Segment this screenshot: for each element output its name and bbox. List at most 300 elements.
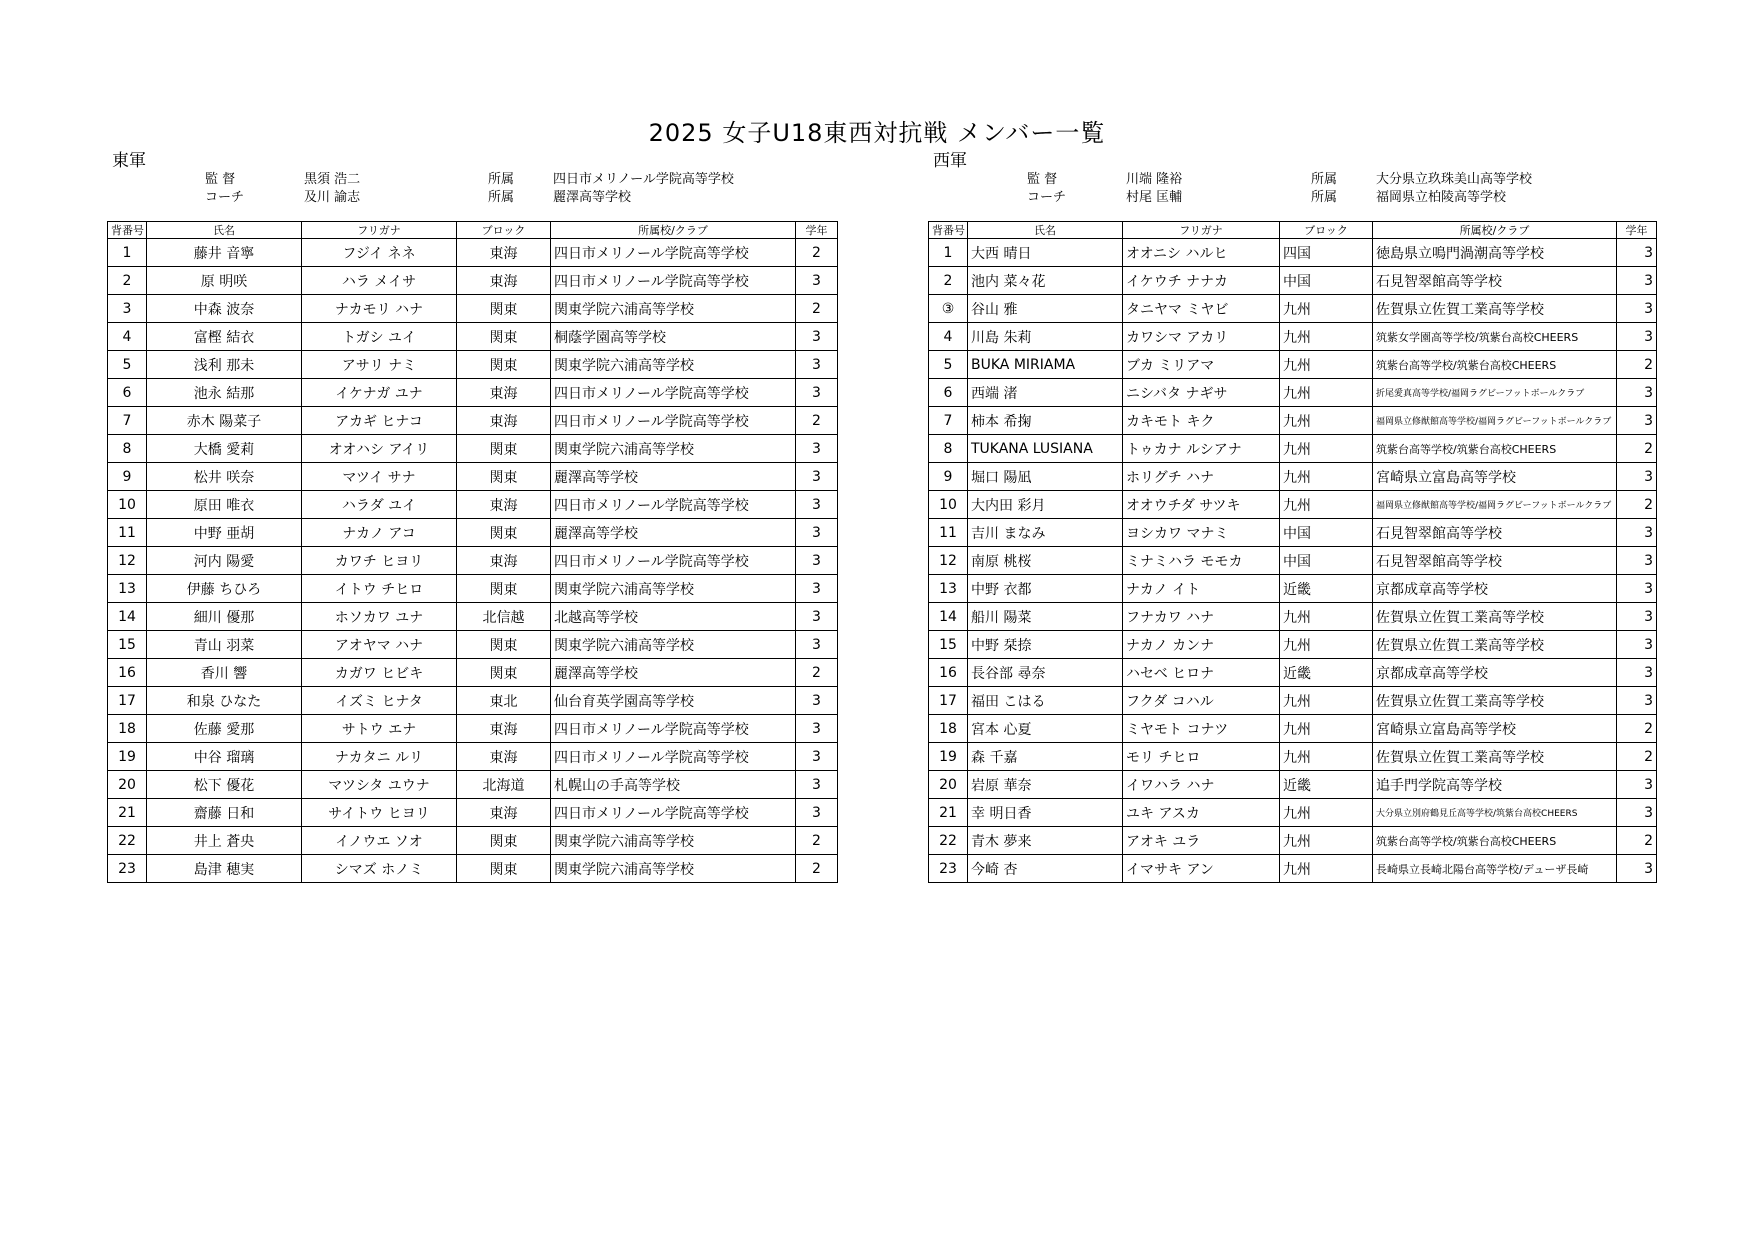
header-grade: 学年 (796, 222, 838, 239)
cell-number: 1 (108, 239, 147, 267)
header-name: 氏名 (968, 222, 1123, 239)
cell-name: 藤井 音寧 (147, 239, 302, 267)
table-row (108, 491, 838, 519)
east-coach-aff-label: 所属 (488, 190, 515, 205)
table-row (108, 827, 838, 855)
cell-name: 赤木 陽菜子 (147, 407, 302, 435)
cell-school: 京都成章高等学校 (1373, 575, 1617, 603)
cell-school: 佐賀県立佐賀工業高等学校 (1373, 743, 1617, 771)
cell-number: 17 (108, 687, 147, 715)
cell-school: 徳島県立鳴門渦潮高等学校 (1373, 239, 1617, 267)
cell-school: 四日市メリノール学院高等学校 (551, 267, 796, 295)
cell-school: 関東学院六浦高等学校 (551, 631, 796, 659)
cell-grade: 3 (1617, 631, 1657, 659)
cell-name: 長谷部 尋奈 (968, 659, 1123, 687)
table-row (108, 351, 838, 379)
table-row (108, 687, 838, 715)
cell-furigana: オオニシ ハルヒ (1123, 239, 1280, 267)
cell-block: 九州 (1280, 855, 1373, 883)
cell-furigana: アカギ ヒナコ (302, 407, 457, 435)
cell-furigana: アオヤマ ハナ (302, 631, 457, 659)
cell-grade: 3 (1617, 323, 1657, 351)
cell-school: 佐賀県立佐賀工業高等学校 (1373, 295, 1617, 323)
cell-furigana: ホソカワ ユナ (302, 603, 457, 631)
cell-school: 筑紫女学園高等学校/筑紫台高校CHEERS (1373, 323, 1617, 351)
table-row (108, 323, 838, 351)
cell-name: 原 明咲 (147, 267, 302, 295)
cell-furigana: ハラ メイサ (302, 267, 457, 295)
cell-block: 北信越 (457, 603, 551, 631)
cell-number: 5 (108, 351, 147, 379)
header-grade: 学年 (1617, 222, 1657, 239)
cell-name: 青山 羽菜 (147, 631, 302, 659)
cell-name: 香川 響 (147, 659, 302, 687)
table-row (108, 519, 838, 547)
cell-block: 関東 (457, 519, 551, 547)
header-name: 氏名 (147, 222, 302, 239)
table-row (929, 743, 1657, 771)
cell-number: ③ (929, 295, 968, 323)
table-row (929, 855, 1657, 883)
cell-grade: 2 (796, 855, 838, 883)
west-head-coach-name: 川端 隆裕 (1126, 172, 1183, 187)
cell-number: 23 (929, 855, 968, 883)
table-row (108, 743, 838, 771)
cell-grade: 3 (1617, 855, 1657, 883)
cell-block: 東海 (457, 407, 551, 435)
header-block: ブロック (457, 222, 551, 239)
table-row (929, 407, 1657, 435)
cell-school: 四日市メリノール学院高等学校 (551, 743, 796, 771)
cell-number: 15 (108, 631, 147, 659)
cell-grade: 3 (796, 435, 838, 463)
cell-school: 筑紫台高等学校/筑紫台高校CHEERS (1373, 827, 1617, 855)
cell-name: 吉川 まなみ (968, 519, 1123, 547)
cell-number: 22 (108, 827, 147, 855)
cell-name: 大内田 彩月 (968, 491, 1123, 519)
cell-name: 松井 咲奈 (147, 463, 302, 491)
cell-number: 17 (929, 687, 968, 715)
table-row (108, 575, 838, 603)
cell-number: 13 (108, 575, 147, 603)
cell-school: 筑紫台高等学校/筑紫台高校CHEERS (1373, 435, 1617, 463)
cell-furigana: ヨシカワ マナミ (1123, 519, 1280, 547)
cell-name: 今崎 杏 (968, 855, 1123, 883)
cell-grade: 3 (796, 351, 838, 379)
cell-grade: 3 (1617, 295, 1657, 323)
cell-name: 伊藤 ちひろ (147, 575, 302, 603)
cell-name: 幸 明日香 (968, 799, 1123, 827)
cell-block: 関東 (457, 855, 551, 883)
cell-name: 中野 衣都 (968, 575, 1123, 603)
cell-grade: 2 (1617, 435, 1657, 463)
table-row (929, 379, 1657, 407)
cell-grade: 3 (1617, 771, 1657, 799)
cell-furigana: ユキ アスカ (1123, 799, 1280, 827)
cell-furigana: シマズ ホノミ (302, 855, 457, 883)
cell-number: 23 (108, 855, 147, 883)
west-team-label: 西軍 (933, 151, 967, 171)
cell-school: 石見智翠館高等学校 (1373, 547, 1617, 575)
cell-name: 柿本 希掬 (968, 407, 1123, 435)
cell-block: 東海 (457, 799, 551, 827)
cell-grade: 3 (796, 575, 838, 603)
cell-name: 青木 夢来 (968, 827, 1123, 855)
east-header-row (108, 222, 838, 239)
table-row (108, 715, 838, 743)
cell-number: 21 (929, 799, 968, 827)
cell-furigana: カキモト キク (1123, 407, 1280, 435)
cell-block: 九州 (1280, 715, 1373, 743)
table-row (108, 435, 838, 463)
cell-name: 中谷 瑠璃 (147, 743, 302, 771)
cell-furigana: ナカタニ ルリ (302, 743, 457, 771)
cell-school: 四日市メリノール学院高等学校 (551, 491, 796, 519)
table-row (929, 491, 1657, 519)
cell-number: 8 (929, 435, 968, 463)
header-furigana: フリガナ (1123, 222, 1280, 239)
east-team-label: 東軍 (112, 151, 146, 171)
cell-furigana: フクダ コハル (1123, 687, 1280, 715)
cell-name: 大橋 愛莉 (147, 435, 302, 463)
cell-name: 浅利 那未 (147, 351, 302, 379)
cell-school: 関東学院六浦高等学校 (551, 351, 796, 379)
cell-name: TUKANA LUSIANA (968, 435, 1123, 463)
cell-block: 九州 (1280, 799, 1373, 827)
cell-grade: 3 (1617, 463, 1657, 491)
cell-block: 九州 (1280, 631, 1373, 659)
cell-name: 南原 桃桜 (968, 547, 1123, 575)
cell-number: 10 (929, 491, 968, 519)
cell-grade: 2 (796, 827, 838, 855)
cell-furigana: ミヤモト コナツ (1123, 715, 1280, 743)
cell-name: 井上 蒼央 (147, 827, 302, 855)
cell-grade: 3 (796, 379, 838, 407)
cell-furigana: イケナガ ユナ (302, 379, 457, 407)
cell-name: 宮本 心夏 (968, 715, 1123, 743)
cell-name: BUKA MIRIAMA (968, 351, 1123, 379)
cell-furigana: ナカモリ ハナ (302, 295, 457, 323)
cell-block: 中国 (1280, 547, 1373, 575)
cell-name: 中野 栞捺 (968, 631, 1123, 659)
cell-number: 11 (108, 519, 147, 547)
cell-block: 東海 (457, 239, 551, 267)
cell-number: 16 (108, 659, 147, 687)
cell-school: 麗澤高等学校 (551, 659, 796, 687)
cell-school: 四日市メリノール学院高等学校 (551, 715, 796, 743)
cell-school: 宮崎県立富島高等学校 (1373, 715, 1617, 743)
cell-school: 四日市メリノール学院高等学校 (551, 799, 796, 827)
table-row (929, 267, 1657, 295)
cell-name: 富樫 結衣 (147, 323, 302, 351)
cell-number: 13 (929, 575, 968, 603)
cell-furigana: マツシタ ユウナ (302, 771, 457, 799)
cell-grade: 3 (796, 771, 838, 799)
cell-block: 東海 (457, 715, 551, 743)
table-row (929, 715, 1657, 743)
table-row (108, 379, 838, 407)
cell-block: 東海 (457, 743, 551, 771)
cell-block: 関東 (457, 463, 551, 491)
table-row (108, 407, 838, 435)
cell-furigana: サイトウ ヒヨリ (302, 799, 457, 827)
cell-grade: 3 (1617, 659, 1657, 687)
east-coach-role: コーチ (205, 190, 245, 205)
cell-number: 6 (108, 379, 147, 407)
west-coach-affiliation: 福岡県立柏陵高等学校 (1376, 190, 1507, 205)
cell-furigana: タニヤマ ミヤビ (1123, 295, 1280, 323)
cell-name: 福田 こはる (968, 687, 1123, 715)
cell-school: 関東学院六浦高等学校 (551, 855, 796, 883)
cell-number: 3 (108, 295, 147, 323)
cell-grade: 3 (796, 519, 838, 547)
cell-grade: 3 (796, 603, 838, 631)
cell-block: 九州 (1280, 603, 1373, 631)
cell-block: 九州 (1280, 435, 1373, 463)
cell-grade: 3 (1617, 603, 1657, 631)
table-row (108, 855, 838, 883)
cell-number: 9 (929, 463, 968, 491)
cell-grade: 2 (796, 239, 838, 267)
cell-grade: 3 (1617, 407, 1657, 435)
cell-grade: 3 (1617, 379, 1657, 407)
cell-block: 関東 (457, 827, 551, 855)
cell-school: 宮崎県立富島高等学校 (1373, 463, 1617, 491)
table-row (108, 463, 838, 491)
cell-block: 近畿 (1280, 659, 1373, 687)
cell-block: 東北 (457, 687, 551, 715)
cell-furigana: カワシマ アカリ (1123, 323, 1280, 351)
cell-furigana: オオハシ アイリ (302, 435, 457, 463)
cell-number: 12 (929, 547, 968, 575)
table-row (929, 687, 1657, 715)
cell-furigana: ナカノ カンナ (1123, 631, 1280, 659)
east-head-coach-affiliation: 四日市メリノール学院高等学校 (553, 172, 734, 187)
cell-block: 関東 (457, 575, 551, 603)
cell-name: 細川 優那 (147, 603, 302, 631)
cell-block: 中国 (1280, 267, 1373, 295)
cell-grade: 3 (1617, 575, 1657, 603)
cell-name: 齋藤 日和 (147, 799, 302, 827)
cell-block: 九州 (1280, 827, 1373, 855)
cell-school: 佐賀県立佐賀工業高等学校 (1373, 687, 1617, 715)
cell-furigana: ナカノ アコ (302, 519, 457, 547)
cell-school: 大分県立別府鶴見丘高等学校/筑紫台高校CHEERS (1373, 799, 1617, 827)
cell-number: 9 (108, 463, 147, 491)
east-coach-affiliation: 麗澤高等学校 (553, 190, 632, 205)
cell-school: 関東学院六浦高等学校 (551, 575, 796, 603)
cell-grade: 2 (796, 659, 838, 687)
header-number: 背番号 (108, 222, 147, 239)
table-row (929, 799, 1657, 827)
cell-school: 福岡県立修猷館高等学校/福岡ラグビーフットボールクラブ (1373, 407, 1617, 435)
page-title: 2025 女子U18東西対抗戦 メンバー一覧 (648, 119, 1106, 147)
cell-grade: 3 (796, 715, 838, 743)
cell-block: 九州 (1280, 407, 1373, 435)
west-head-coach-affiliation: 大分県立玖珠美山高等学校 (1376, 172, 1533, 187)
cell-grade: 3 (796, 267, 838, 295)
cell-name: 池永 結那 (147, 379, 302, 407)
cell-furigana: ミナミハラ モモカ (1123, 547, 1280, 575)
cell-grade: 3 (1617, 547, 1657, 575)
cell-name: 堀口 陽凪 (968, 463, 1123, 491)
cell-grade: 2 (1617, 715, 1657, 743)
cell-block: 中国 (1280, 519, 1373, 547)
cell-name: 大西 晴日 (968, 239, 1123, 267)
cell-furigana: カワチ ヒヨリ (302, 547, 457, 575)
cell-grade: 3 (796, 463, 838, 491)
cell-name: 谷山 雅 (968, 295, 1123, 323)
cell-grade: 3 (1617, 687, 1657, 715)
cell-school: 四日市メリノール学院高等学校 (551, 407, 796, 435)
cell-number: 2 (108, 267, 147, 295)
cell-school: 福岡県立修猷館高等学校/福岡ラグビーフットボールクラブ (1373, 491, 1617, 519)
table-row (108, 631, 838, 659)
cell-furigana: カガワ ヒビキ (302, 659, 457, 687)
table-row (929, 771, 1657, 799)
cell-name: 岩原 華奈 (968, 771, 1123, 799)
table-row (929, 435, 1657, 463)
west-coach-role: コーチ (1027, 190, 1067, 205)
header-school: 所属校/クラブ (551, 222, 796, 239)
cell-number: 4 (929, 323, 968, 351)
cell-name: 松下 優花 (147, 771, 302, 799)
cell-number: 10 (108, 491, 147, 519)
east-head-coach-aff-label: 所属 (488, 172, 515, 187)
cell-block: 北海道 (457, 771, 551, 799)
table-row (108, 799, 838, 827)
cell-name: 船川 陽菜 (968, 603, 1123, 631)
cell-block: 近畿 (1280, 771, 1373, 799)
cell-number: 7 (929, 407, 968, 435)
cell-school: 佐賀県立佐賀工業高等学校 (1373, 603, 1617, 631)
cell-block: 九州 (1280, 687, 1373, 715)
cell-school: 関東学院六浦高等学校 (551, 435, 796, 463)
cell-furigana: フナカワ ハナ (1123, 603, 1280, 631)
cell-furigana: イケウチ ナナカ (1123, 267, 1280, 295)
cell-school: 札幌山の手高等学校 (551, 771, 796, 799)
cell-grade: 3 (796, 547, 838, 575)
cell-grade: 3 (796, 799, 838, 827)
cell-number: 19 (108, 743, 147, 771)
table-row (929, 295, 1657, 323)
cell-school: 折尾愛真高等学校/福岡ラグビーフットボールクラブ (1373, 379, 1617, 407)
cell-furigana: イワハラ ハナ (1123, 771, 1280, 799)
cell-grade: 3 (796, 491, 838, 519)
west-head-coach-aff-label: 所属 (1311, 172, 1338, 187)
cell-school: 四日市メリノール学院高等学校 (551, 239, 796, 267)
cell-block: 九州 (1280, 491, 1373, 519)
cell-school: 石見智翠館高等学校 (1373, 519, 1617, 547)
cell-school: 筑紫台高等学校/筑紫台高校CHEERS (1373, 351, 1617, 379)
cell-school: 追手門学院高等学校 (1373, 771, 1617, 799)
cell-number: 18 (929, 715, 968, 743)
cell-number: 19 (929, 743, 968, 771)
cell-school: 四日市メリノール学院高等学校 (551, 547, 796, 575)
cell-name: 佐藤 愛那 (147, 715, 302, 743)
cell-furigana: フジイ ネネ (302, 239, 457, 267)
cell-block: 東海 (457, 491, 551, 519)
cell-block: 関東 (457, 631, 551, 659)
cell-number: 20 (929, 771, 968, 799)
table-row (108, 239, 838, 267)
cell-name: 池内 菜々花 (968, 267, 1123, 295)
cell-number: 11 (929, 519, 968, 547)
cell-block: 九州 (1280, 743, 1373, 771)
west-roster-table (928, 221, 1657, 883)
cell-block: 四国 (1280, 239, 1373, 267)
cell-furigana: ブカ ミリアマ (1123, 351, 1280, 379)
cell-number: 15 (929, 631, 968, 659)
cell-block: 東海 (457, 379, 551, 407)
cell-block: 東海 (457, 267, 551, 295)
table-row (108, 603, 838, 631)
cell-grade: 2 (1617, 491, 1657, 519)
cell-furigana: ニシバタ ナギサ (1123, 379, 1280, 407)
table-row (929, 659, 1657, 687)
cell-grade: 3 (796, 631, 838, 659)
east-coach-name: 及川 諭志 (304, 190, 361, 205)
table-row (108, 295, 838, 323)
cell-number: 4 (108, 323, 147, 351)
cell-grade: 2 (796, 407, 838, 435)
cell-grade: 3 (796, 743, 838, 771)
table-row (929, 323, 1657, 351)
cell-school: 関東学院六浦高等学校 (551, 295, 796, 323)
cell-block: 九州 (1280, 323, 1373, 351)
cell-furigana: ハラダ ユイ (302, 491, 457, 519)
west-coach-name: 村尾 匡輔 (1126, 190, 1183, 205)
cell-number: 20 (108, 771, 147, 799)
cell-number: 1 (929, 239, 968, 267)
cell-block: 九州 (1280, 463, 1373, 491)
cell-number: 6 (929, 379, 968, 407)
cell-furigana: トゥカナ ルシアナ (1123, 435, 1280, 463)
header-block: ブロック (1280, 222, 1373, 239)
cell-school: 麗澤高等学校 (551, 519, 796, 547)
cell-furigana: マツイ サナ (302, 463, 457, 491)
header-school: 所属校/クラブ (1373, 222, 1617, 239)
cell-school: 北越高等学校 (551, 603, 796, 631)
cell-block: 九州 (1280, 351, 1373, 379)
cell-block: 九州 (1280, 379, 1373, 407)
table-row (929, 547, 1657, 575)
cell-name: 河内 陽愛 (147, 547, 302, 575)
table-row (929, 351, 1657, 379)
cell-number: 14 (108, 603, 147, 631)
table-row (108, 267, 838, 295)
header-furigana: フリガナ (302, 222, 457, 239)
cell-block: 関東 (457, 435, 551, 463)
cell-grade: 3 (1617, 267, 1657, 295)
cell-number: 16 (929, 659, 968, 687)
west-coach-aff-label: 所属 (1311, 190, 1338, 205)
cell-furigana: アオキ ユラ (1123, 827, 1280, 855)
table-row (929, 827, 1657, 855)
cell-school: 四日市メリノール学院高等学校 (551, 379, 796, 407)
cell-furigana: モリ チヒロ (1123, 743, 1280, 771)
cell-grade: 3 (1617, 799, 1657, 827)
cell-grade: 3 (796, 687, 838, 715)
east-head-coach-role: 監 督 (205, 172, 236, 187)
cell-number: 5 (929, 351, 968, 379)
cell-name: 西端 渚 (968, 379, 1123, 407)
table-row (929, 463, 1657, 491)
cell-number: 14 (929, 603, 968, 631)
cell-block: 近畿 (1280, 575, 1373, 603)
cell-school: 長崎県立長崎北陽台高等学校/デューザ長崎 (1373, 855, 1617, 883)
table-row (108, 771, 838, 799)
